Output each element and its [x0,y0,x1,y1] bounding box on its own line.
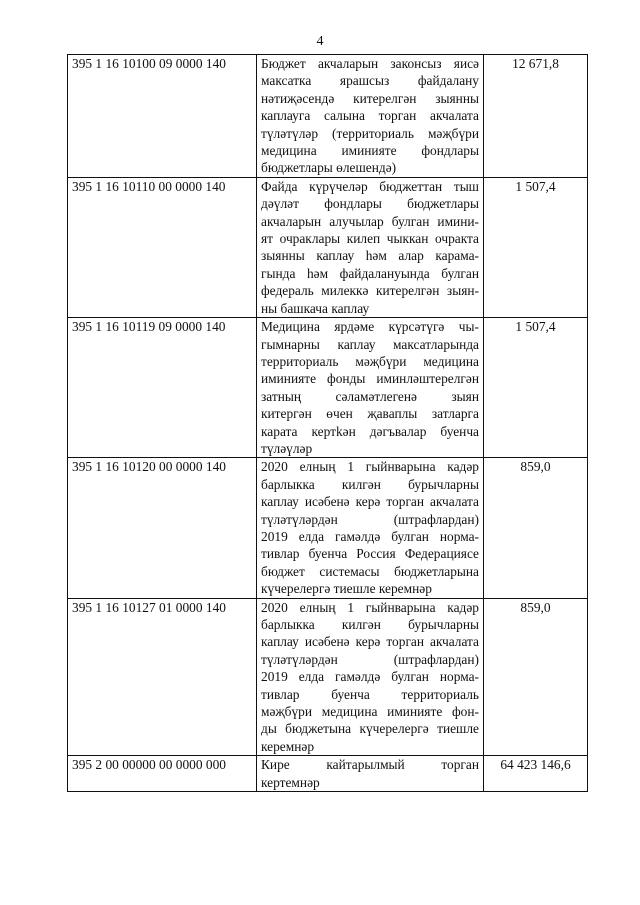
description-line: Бюджет акчаларын законсыз яисә [261,56,479,71]
budget-code-cell: 395 1 16 10100 09 0000 140 [68,55,257,178]
description-line: күчерелергә тиешле керемнәр [261,581,432,597]
description-cell [257,598,484,756]
description-line: каплау исәбенә керә торган акчалата [261,494,479,510]
description-line: каплауга салына торган акчалата [261,108,479,124]
table-row [68,598,588,756]
description-line: 2020 елның 1 гыйнварына кадәр [261,599,479,615]
description-line: 2019 елда гамәлдә булган норма- [261,528,479,544]
description-line: түләтүләрдән (штрафлардан) [261,651,479,667]
description-line: ды бюджетына күчерелергә тиешле [261,721,479,737]
description-line: федераль милеккә китерелгән зыян- [261,283,479,299]
description-cell [257,756,484,792]
description-line: карата кертkән дәгъвалар буенча [261,423,479,439]
description-line: түләүләр [261,440,313,456]
description-line: 2020 елның 1 гыйнварына кадәр [261,459,479,475]
description-line: 2019 елда гамәлдә булган норма- [261,669,479,685]
description-line: тивлар буенча Россия Федерациясе [261,546,479,562]
amount-cell: 64 423 146,6 [484,756,588,792]
description-line: Файда күрүчеләр бюджеттан тыш [261,178,479,194]
description-line: зыянны каплау һәм алар карама- [261,248,479,264]
description-line: керемнәр [261,738,315,754]
description-cell [257,177,484,317]
table-row [68,318,588,458]
description-line: Медицина ярдәме күрсәтүгә чы- [261,319,479,335]
description-line: гымнарны каплау максатларында [261,336,479,352]
table-body [68,55,588,792]
description-line: максатка ярашсыз файдалану [261,73,479,89]
description-cell [257,458,484,598]
description-line: түләтүләрдән (штрафлардан) [261,511,479,527]
description-line: нәтиҗәсендә китерелгән зыянны [261,90,479,106]
description-line: китергән өчен җаваплы затларга [261,406,479,422]
description-line: Кире кайтарылмый торган [261,757,479,773]
description-line: ны башкача каплау [261,300,370,316]
table-row [68,177,588,317]
table-row [68,458,588,598]
description-line: дәүләт фондлары бюджетлары [261,196,479,212]
description-line: барлыкка килгән бурычларны [261,476,479,492]
amount-cell: 1 507,4 [484,177,588,317]
description-line: бюджетлары өлешендә) [261,160,397,176]
description-line: акчаларын алучылар булган имини- [261,213,479,229]
budget-revenue-table [67,54,588,792]
budget-code-cell: 395 1 16 10119 09 0000 140 [68,318,257,458]
amount-cell: 1 507,4 [484,318,588,458]
amount-cell: 859,0 [484,458,588,598]
description-line: бюджет системасы бюджетларына [261,563,479,579]
description-line: кертемнәр [261,774,320,790]
description-line: ят очраклары килеп чыккан очракта [261,231,479,247]
description-line: иминияте фонды иминләштерелгән [261,371,479,387]
amount-cell: 12 671,8 [484,55,588,178]
description-cell [257,55,484,178]
description-line: затның сәламәтлегенә зыян [261,388,479,404]
page-number: 4 [316,34,324,49]
description-line: барлыкка килгән бурычларны [261,617,479,632]
budget-code-cell: 395 1 16 10110 00 0000 140 [68,177,257,317]
description-line: медицина иминияте фондлары [261,143,479,159]
amount-cell: 859,0 [484,598,588,756]
budget-code-cell: 395 2 00 00000 00 0000 000 [68,756,257,792]
table-row [68,55,588,178]
description-cell [257,318,484,458]
description-line: мәҗбүри медицина иминияте фон- [261,704,479,720]
budget-code-cell: 395 1 16 10120 00 0000 140 [68,458,257,598]
description-line: тивлар буенча территориаль [261,686,479,702]
table-row [68,756,588,792]
description-line: территориаль мәҗбүри медицина [261,353,479,369]
description-line: каплау исәбенә керә торган акчалата [261,634,479,650]
description-line: түләтүләр (территориаль мәҗбүри [261,125,479,141]
budget-code-cell: 395 1 16 10127 01 0000 140 [68,598,257,756]
description-line: гында һәм файдалануында булган [261,265,479,281]
